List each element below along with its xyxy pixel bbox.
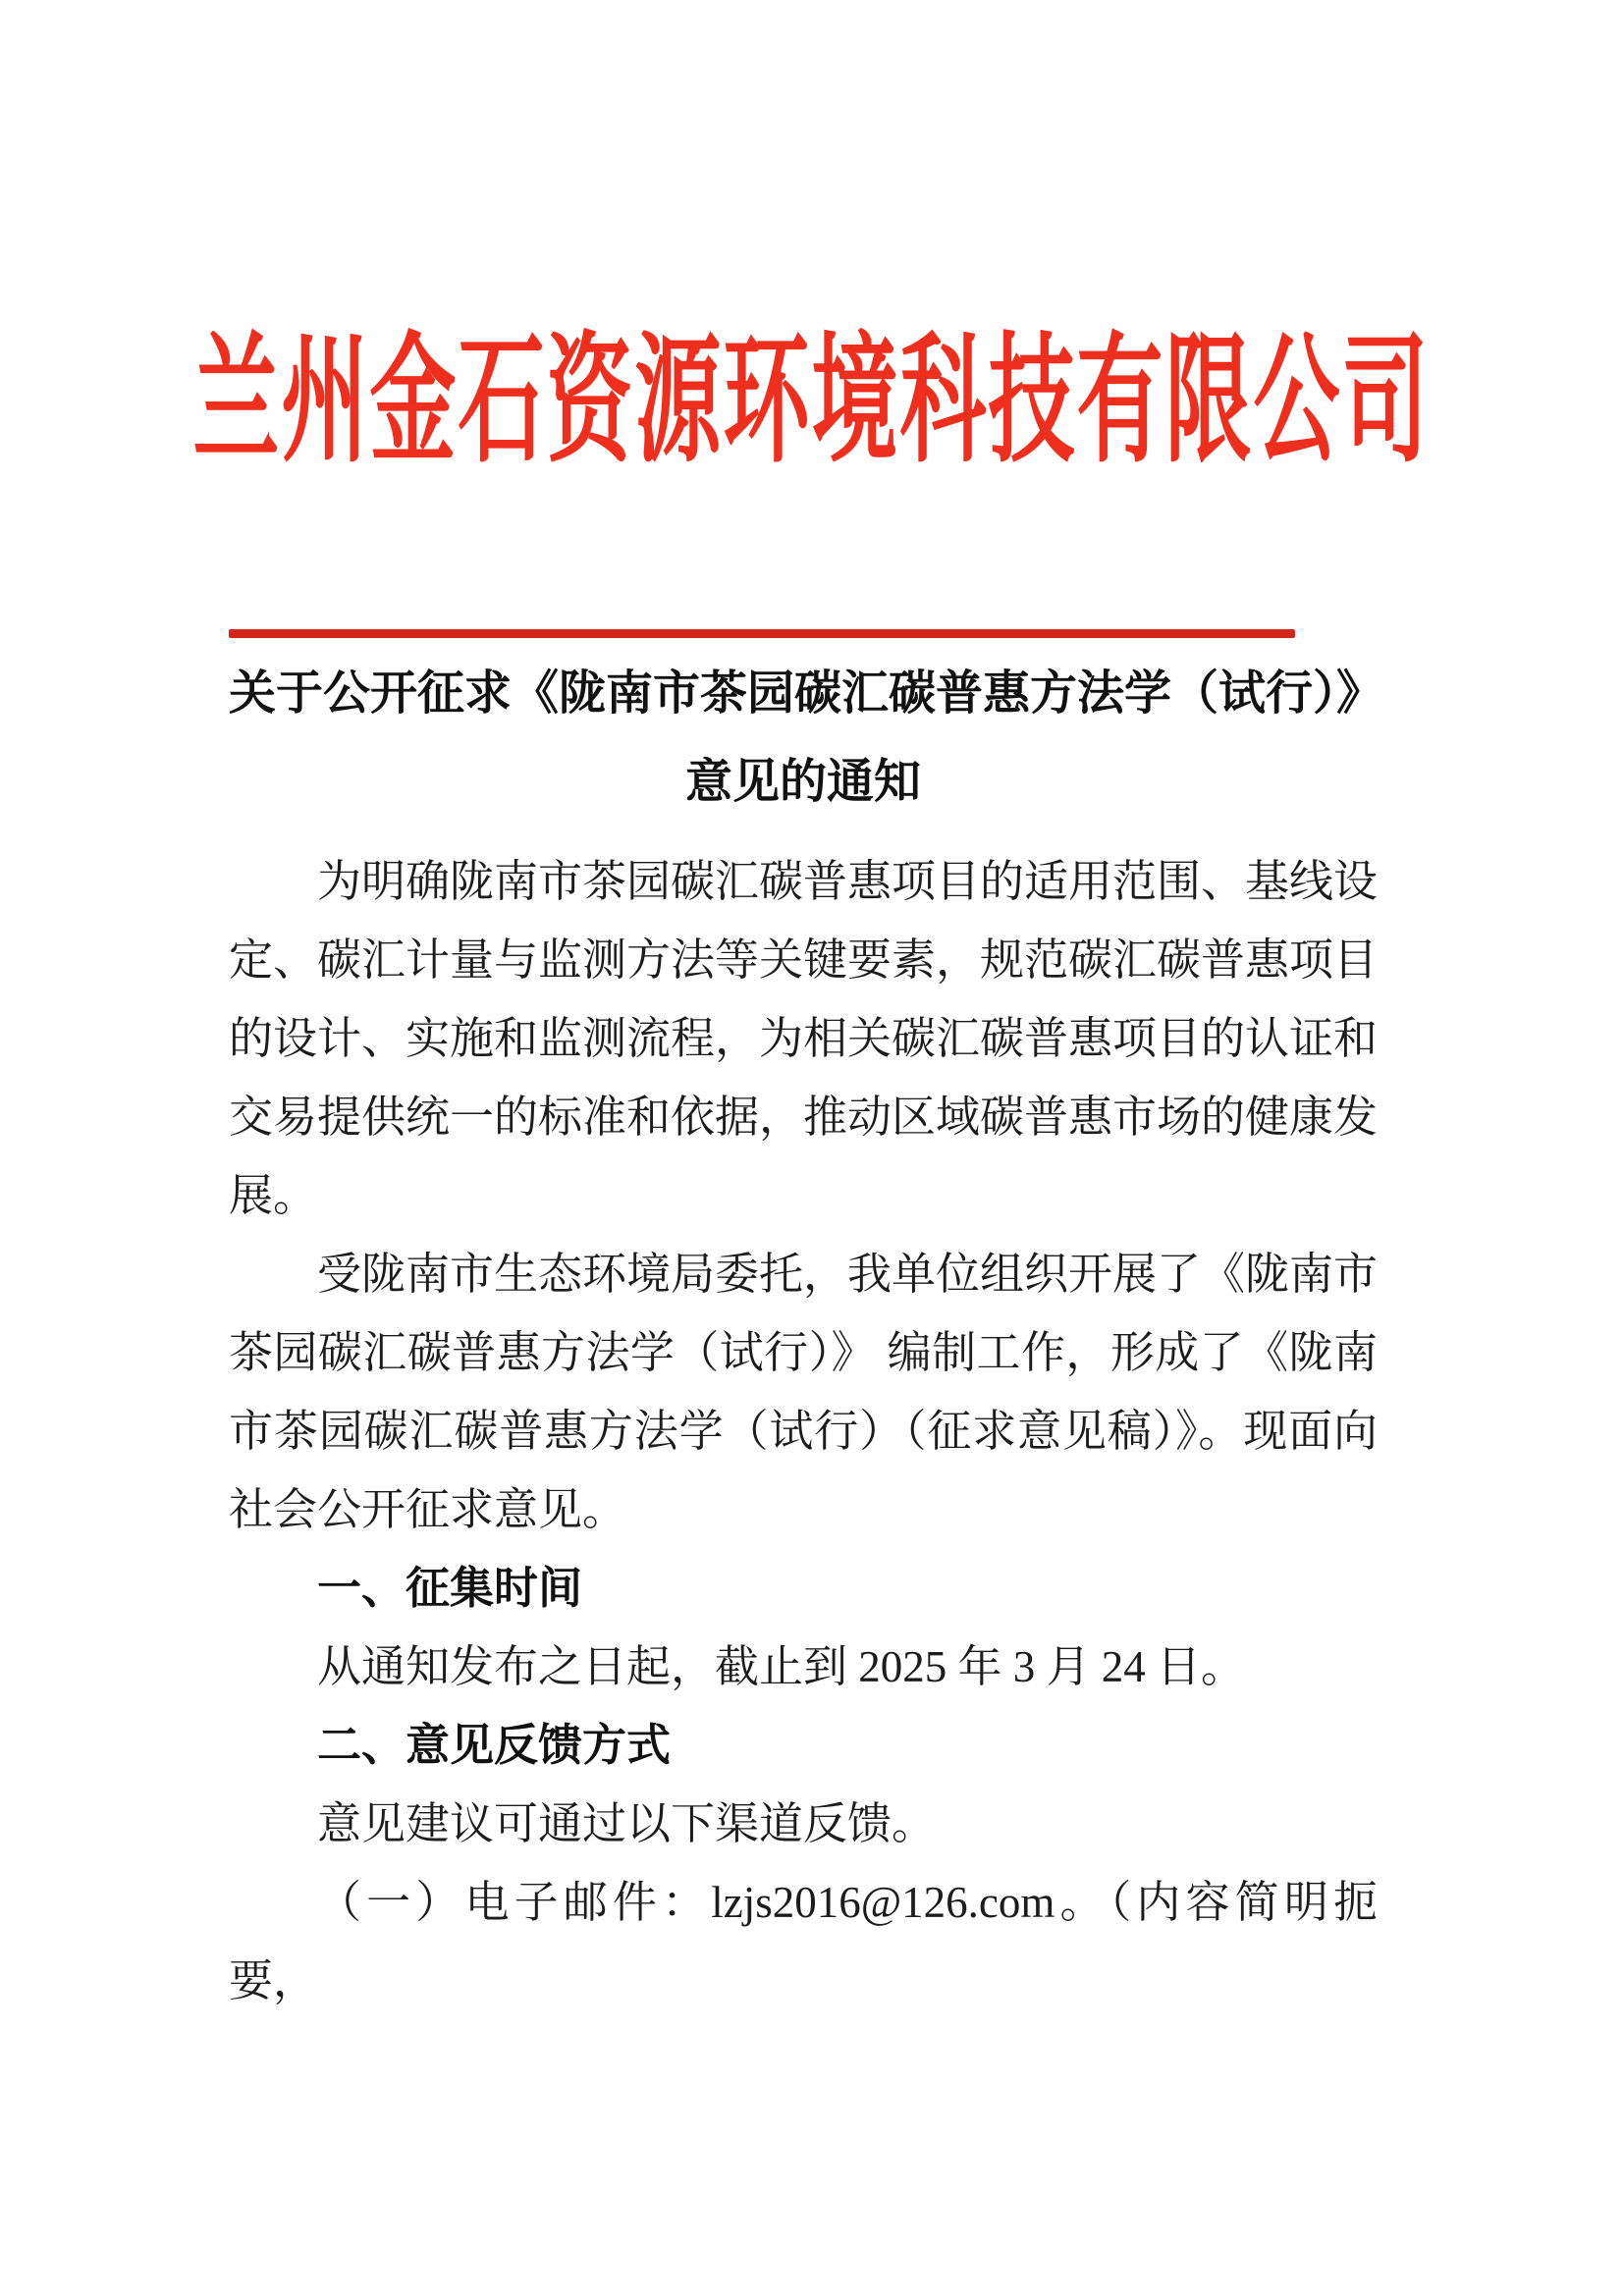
notice-paragraph-background: 受陇南市生态环境局委托，我单位组织开展了《陇南市茶园碳汇碳普惠方法学（试行）》 编制工作，形成了《陇南市茶园碳汇碳普惠方法学（试行）（征求意见稿）》。现面向社会公开征求意见。 bbox=[229, 1250, 1379, 1534]
notice-title bbox=[229, 650, 1384, 827]
feedback-email-line: （一）电子邮件：lzjs2016@126.com。（内容简明扼要， bbox=[229, 1878, 1378, 2005]
section-heading-feedback-methods: 二、意见反馈方式 bbox=[317, 1720, 672, 1770]
letterhead-divider-rule bbox=[229, 629, 1295, 638]
notice-paragraph-purpose: 为明确陇南市茶园碳汇碳普惠项目的适用范围、基线设定、碳汇计量与监测方法等关键要素，规范碳汇碳普惠项目的设计、实施和监测流程，为相关碳汇碳普惠项目的认证和交易提供统一的标准和依据，推动区域碳普惠市场的健康发展。 bbox=[229, 857, 1379, 1220]
collection-period-text: 从通知发布之日起，截止到 2025 年 3 月 24 日。 bbox=[317, 1642, 1246, 1691]
notice-title-line-1: 关于公开征求《陇南市茶园碳汇碳普惠方法学（试行）》 bbox=[229, 667, 1384, 720]
notice-title-line-2: 意见的通知 bbox=[684, 756, 921, 808]
notice-body bbox=[229, 650, 1384, 2020]
section-heading-collection-period: 一、征集时间 bbox=[317, 1563, 583, 1613]
feedback-intro-text: 意见建议可通过以下渠道反馈。 bbox=[317, 1799, 937, 1848]
letterhead-company-name: 兰州金石资源环境科技有限公司 bbox=[192, 326, 1431, 481]
